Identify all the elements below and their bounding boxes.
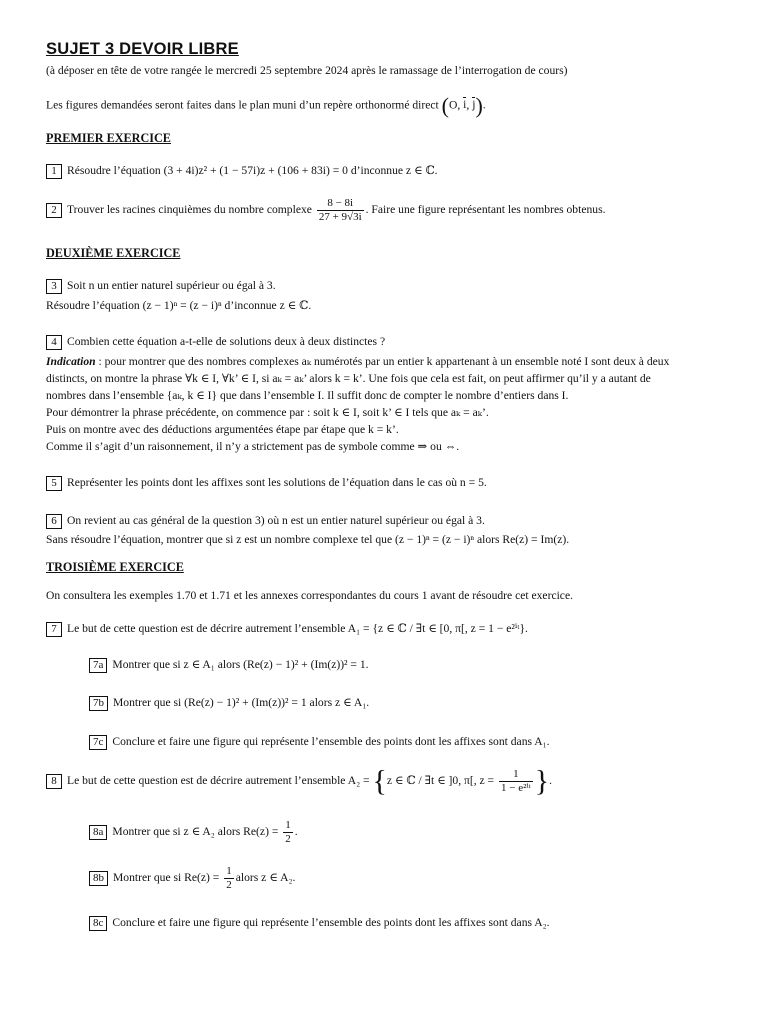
question-8c	[89, 916, 550, 931]
question-7	[46, 622, 528, 637]
question-7a	[89, 658, 369, 673]
question-7c	[89, 735, 550, 750]
question-8b	[89, 865, 295, 892]
indication-line-6: Comme il s’agit d’un raisonnement, il n’y a strictement pas de symbole comme ⇒ ou ⇔.	[46, 440, 460, 453]
frame-origin: O,	[449, 98, 464, 112]
question-number: 7b	[89, 696, 108, 711]
indication-line-2: distincts, on montre la phrase ∀k ∈ I, ∀k’ ∈ I, si aₖ = aₖ’ alors k = k’. Une fois que cela est fait, on peut affirmer qu’il y a autant de	[46, 372, 651, 385]
question-text-end: .	[549, 774, 553, 788]
fraction-numerator: 1	[513, 768, 519, 780]
question-text: Soit n un entier naturel supérieur ou égal à 3.	[67, 279, 276, 292]
question-text: Représenter les points dont les affixes sont les solutions de l’équation dans le cas où n = 5.	[67, 476, 487, 489]
page-title: SUJET 3 DEVOIR LIBRE	[46, 40, 239, 58]
paren-left: (	[441, 93, 449, 118]
question-3-line-2: Résoudre l’équation (z − 1)ⁿ = (z − i)ⁿ d’inconnue z ∈ ℂ.	[46, 299, 312, 312]
question-text: Montrer que si z ∈ A₁ alors (Re(z) − 1)² + (Im(z))² = 1.	[112, 658, 369, 671]
question-1	[46, 164, 438, 179]
brace-right: }	[534, 764, 550, 798]
fraction-denominator: 2	[226, 879, 232, 891]
question-2	[46, 197, 605, 224]
question-number: 5	[46, 476, 62, 491]
question-number: 8c	[89, 916, 107, 931]
question-text-end: .	[294, 825, 298, 839]
question-text-end: alors z ∈ A₂.	[235, 871, 296, 885]
fraction-denominator: 27 + 9√3i	[318, 211, 362, 223]
question-text: Conclure et faire une figure qui représente l’ensemble des points dont les affixes sont dans A₁.	[112, 735, 550, 748]
fraction	[499, 768, 533, 795]
question-text: Trouver les racines cinquièmes du nombre complexe	[67, 203, 312, 217]
question-text: Le but de cette question est de décrire autrement l’ensemble A₁ = {z ∈ ℂ / ∃t ∈ [0, π[, z = 1 − e²ⁱᵗ}.	[67, 622, 528, 635]
question-text: Combien cette équation a-t-elle de solutions deux à deux distinctes ?	[67, 335, 386, 348]
question-5	[46, 476, 487, 491]
question-text-end: . Faire une figure représentant les nombres obtenus.	[365, 203, 606, 217]
question-text: Résoudre l’équation (3 + 4i)z² + (1 − 57i)z + (106 + 83i) = 0 d’inconnue z ∈ ℂ.	[67, 164, 438, 177]
fraction	[224, 865, 234, 892]
exercise-3-heading: TROISIÈME EXERCICE	[46, 560, 184, 574]
fraction-numerator: 1	[226, 865, 232, 877]
question-8	[46, 764, 553, 798]
question-6-line-2: Sans résoudre l’équation, montrer que si z est un nombre complexe tel que (z − 1)ⁿ = (z − i)ⁿ alors Re(z) = Im(z).	[46, 533, 570, 546]
question-text: On revient au cas général de la question 3) où n est un entier naturel supérieur ou égal à 3.	[67, 514, 485, 527]
question-number: 7	[46, 622, 62, 637]
paren-right: )	[475, 93, 483, 118]
fraction	[283, 819, 293, 846]
indication-line-5: Puis on montre avec des déductions argumentées étape par étape que k = k’.	[46, 423, 399, 436]
indication-text: : pour montrer que des nombres complexes aₖ numérotés par un entier k appartenant à un ensemble noté I sont deux à deux	[95, 355, 670, 368]
intro-paragraph	[46, 93, 486, 118]
intro-text: Les figures demandées seront faites dans le plan muni d’un repère orthonormé direct	[46, 98, 439, 112]
fraction-denominator: 1 − e²ⁱᵗ	[501, 782, 531, 794]
exercise-1-heading: PREMIER EXERCICE	[46, 131, 171, 145]
indication-label: Indication	[46, 355, 96, 368]
question-number: 3	[46, 279, 62, 294]
exercise-2-heading: DEUXIÈME EXERCICE	[46, 246, 181, 260]
indication-line-4: Pour démontrer la phrase précédente, on commence par : soit k ∈ I, soit k’ ∈ I tels que aₖ = aₖ’.	[46, 406, 489, 419]
question-number: 2	[46, 203, 62, 218]
question-text: Montrer que si z ∈ A₂ alors Re(z) =	[112, 825, 279, 839]
question-text: Montrer que si (Re(z) − 1)² + (Im(z))² = 1 alors z ∈ A₁.	[113, 696, 370, 709]
vector-j: j	[472, 98, 476, 112]
fraction-denominator: 2	[285, 833, 291, 845]
intro-end: .	[482, 98, 486, 112]
question-number: 7c	[89, 735, 107, 750]
question-text: Montrer que si Re(z) =	[113, 871, 220, 885]
question-number: 7a	[89, 658, 107, 673]
question-4	[46, 335, 385, 350]
page-subtitle: (à déposer en tête de votre rangée le mercredi 25 septembre 2024 après le ramassage de l’interrogation de cours)	[46, 64, 568, 77]
question-number: 8	[46, 774, 62, 789]
indication-line-3: nombres dans l’ensemble {aₖ, k ∈ I} que dans l’ensemble I. Il suffit donc de compter le nombre d’entiers dans I.	[46, 389, 569, 402]
question-number: 8a	[89, 825, 107, 840]
question-text: Conclure et faire une figure qui représente l’ensemble des points dont les affixes sont dans A₂.	[112, 916, 550, 929]
frame-separator: ,	[466, 98, 473, 112]
question-8a	[89, 819, 298, 846]
fraction-numerator: 8 − 8i	[327, 197, 354, 209]
question-number: 4	[46, 335, 62, 350]
question-number: 8b	[89, 871, 108, 886]
question-6	[46, 514, 485, 529]
question-3	[46, 279, 276, 294]
set-definition: z ∈ ℂ / ∃t ∈ ]0, π[, z =	[386, 774, 495, 788]
exercise-3-intro: On consultera les exemples 1.70 et 1.71 et les annexes correspondantes du cours 1 avant de résoudre cet exercice.	[46, 589, 573, 602]
brace-left: {	[372, 764, 387, 798]
fraction-numerator: 1	[285, 819, 291, 831]
vector-i: i	[463, 98, 467, 112]
indication-line-1	[46, 355, 669, 368]
question-text: Le but de cette question est de décrire autrement l’ensemble A₂ =	[67, 774, 370, 788]
question-7b	[89, 696, 369, 711]
question-number: 1	[46, 164, 62, 179]
question-number: 6	[46, 514, 62, 529]
fraction	[317, 197, 364, 224]
